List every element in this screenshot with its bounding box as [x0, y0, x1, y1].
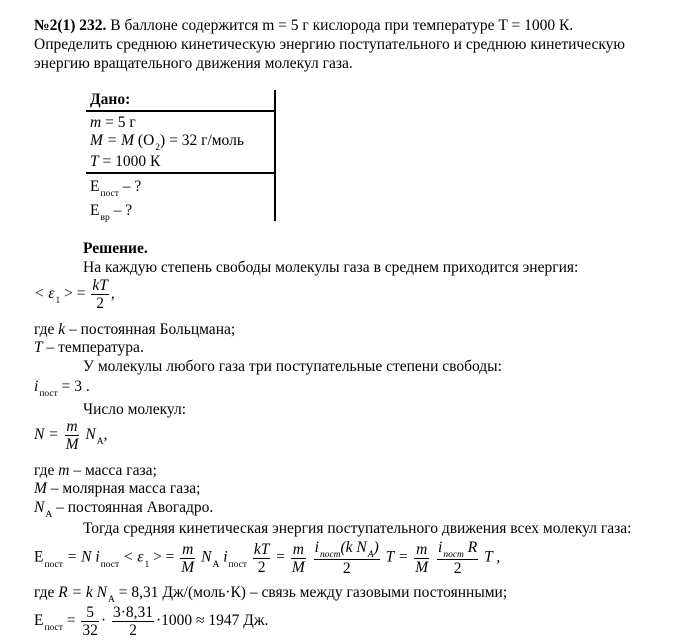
- given-molar-mass: M = M $(O_2) = 32$ г/моль: [90, 132, 244, 153]
- given-mass: m = 5 г: [90, 114, 136, 131]
- given-temperature: T = 1000 К: [90, 153, 161, 170]
- solution-text-3: Число молекул:: [83, 401, 186, 418]
- where-boltzmann: где k – постоянная Больцмана;: [34, 321, 236, 338]
- formula-molecule-count: N = $\frac{m}{M}$ $N_A$,: [34, 418, 108, 453]
- where-mass: где m – масса газа;: [34, 462, 157, 479]
- formula-degrees: $i_{пост} = 3$ .: [34, 378, 90, 399]
- problem-line-1: [34, 17, 573, 35]
- where-molar-mass: M – молярная масса газа;: [34, 480, 201, 497]
- formula-numeric-result: $E_{пост}$ = $\frac{5}{32}$ · $\frac{3\cdot 8,31}{2}$ ·1000 ≈ 1947 Дж.: [34, 604, 269, 639]
- formula-total-energy: $E_{пост} = N$ $i_{пост} < \varepsilon_1$ > = $\frac{m}{M}$ $N_A$ $i_{пост}$ $\frac{kT}{2}$ = $\frac{m}{M}$ $\frac{i_{пост}(k N_A)}{2}$ T = $\frac{m}{M}$ $\frac{i_{пост} R}{2}$ T ,: [34, 539, 501, 577]
- solution-header: Решение.: [83, 240, 148, 257]
- problem-line-3: энергию вращательного движения молекул газа.: [34, 55, 353, 72]
- given-mid-rule: [86, 172, 276, 174]
- solution-text-4: Тогда средняя кинетическая энергия поступательного движения всех молекул газа:: [83, 520, 632, 537]
- where-gas-constant: где R = k $N_A = 8,31$ Дж/(моль·К) – связь между газовыми постоянными;: [34, 584, 508, 605]
- where-temperature: T – температура.: [34, 339, 144, 356]
- problem-line-2: Определить среднюю кинетическую энергию поступательного и среднюю кинетическую: [34, 36, 625, 53]
- solution-text-2: У молекулы любого газа три поступательные степени свободы:: [83, 358, 502, 375]
- given-vertical-rule: [274, 90, 276, 221]
- given-header: Дано:: [90, 91, 131, 108]
- solution-text-1: На каждую степень свободы молекулы газа в среднем приходится энергия:: [83, 259, 579, 276]
- find-rotational: $E_{вр}$ – ?: [90, 202, 133, 223]
- problem-number: №2(1) 232.: [34, 17, 107, 34]
- formula-energy-per-degree: < $\varepsilon_1$ > = $\frac{kT}{2}$ ,: [34, 277, 115, 312]
- where-avogadro: $N_A$ – постоянная Авогадро.: [34, 499, 214, 520]
- problem-text-1: В баллоне содержится m = 5 г кислорода при температуре T = 1000 К.: [110, 17, 574, 34]
- given-top-rule: [86, 110, 276, 112]
- find-translational: $E_{пост}$ – ?: [90, 178, 142, 199]
